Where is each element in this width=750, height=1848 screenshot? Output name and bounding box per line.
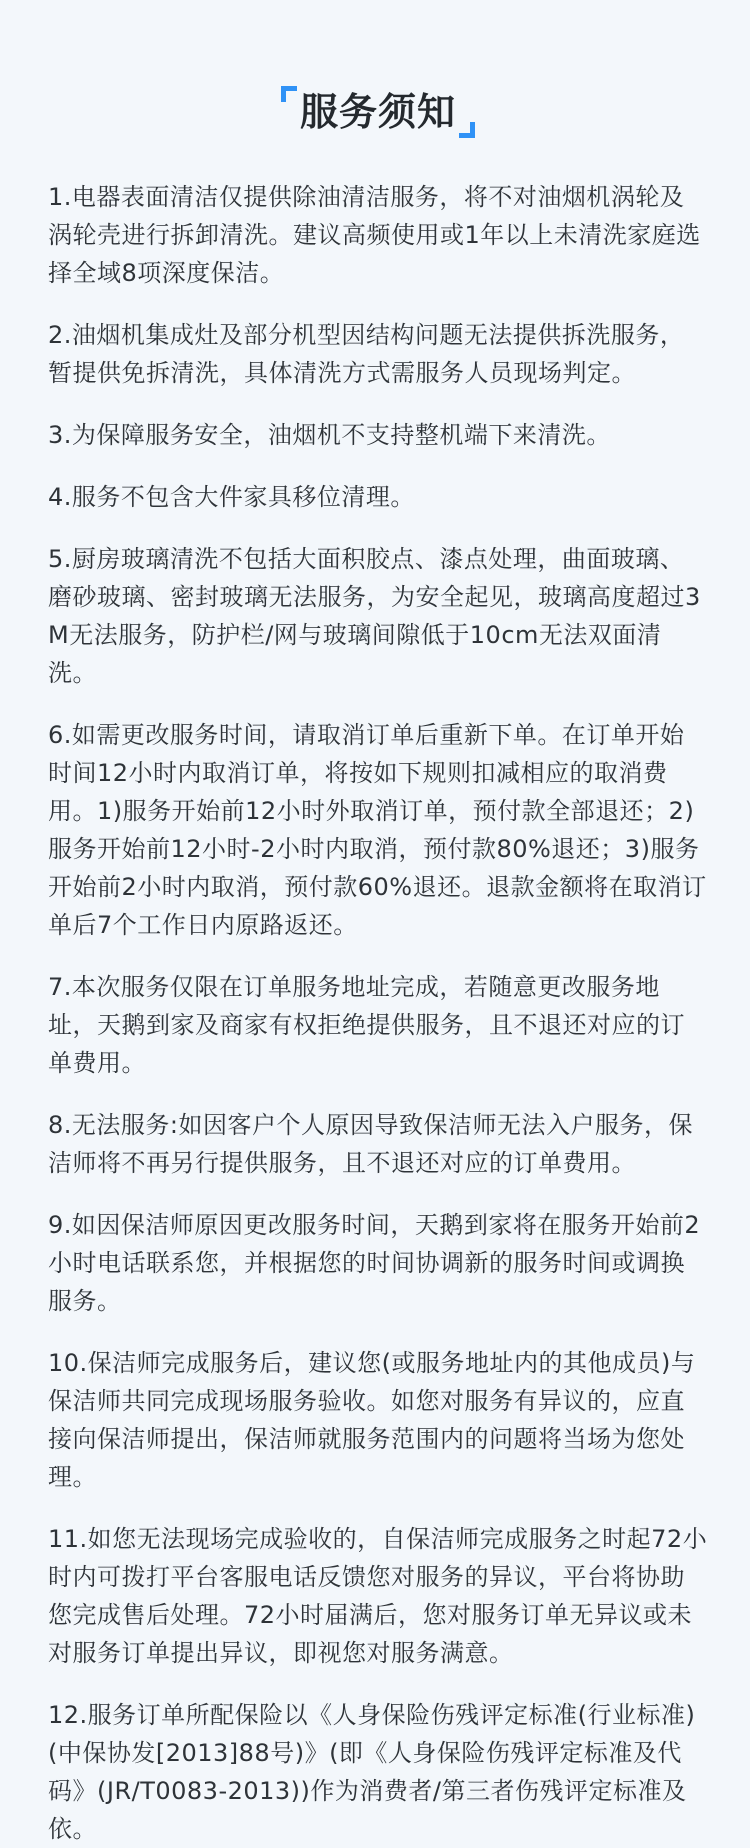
page-title: 服务须知	[299, 90, 456, 134]
notice-item-12: 12.服务订单所配保险以《人身保险伤残评定标准(行业标准)(中保协发[2013]88号)》(即《人身保险伤残评定标准及代码》(JR/T0083-2013))作为消费者/第三者伤残评定标准及依。	[48, 1701, 696, 1843]
title-bracket-right-icon	[459, 122, 475, 138]
notice-item-3: 3.为保障服务安全，油烟机不支持整机端下来清洗。	[48, 421, 611, 449]
notice-item-11: 11.如您无法现场完成验收的，自保洁师完成服务之时起72小时内可拨打平台客服电话反馈您对服务的异议，平台将协助您完成售后处理。72小时届满后，您对服务订单无异议或未对服务订单提出异议，即视您对服务满意。	[48, 1525, 708, 1667]
notice-item-8: 8.无法服务:如因客户个人原因导致保洁师无法入户服务，保洁师将不再另行提供服务，且不退还对应的订单费用。	[48, 1111, 693, 1177]
title-block	[273, 78, 483, 148]
title-bracket-left-icon	[281, 86, 297, 102]
notice-list	[48, 178, 708, 1848]
notice-item-4: 4.服务不包含大件家具移位清理。	[48, 483, 415, 511]
notice-item-10: 10.保洁师完成服务后，建议您(或服务地址内的其他成员)与保洁师共同完成现场服务验收。如您对服务有异议的，应直接向保洁师提出，保洁师就服务范围内的问题将当场为您处理。	[48, 1349, 696, 1491]
notice-item-9: 9.如因保洁师原因更改服务时间，天鹅到家将在服务开始前2小时电话联系您，并根据您的时间协调新的服务时间或调换服务。	[48, 1211, 701, 1315]
notice-item-7: 7.本次服务仅限在订单服务地址完成，若随意更改服务地址，天鹅到家及商家有权拒绝提供服务，且不退还对应的订单费用。	[48, 973, 685, 1077]
notice-item-6: 6.如需更改服务时间，请取消订单后重新下单。在订单开始时间12小时内取消订单，将按如下规则扣减相应的取消费用。1)服务开始前12小时外取消订单，预付款全部退还；2)服务开始前12小时-2小时内取消，预付款80%退还；3)服务开始前2小时内取消，预付款60%退还。退款金额将在取消订单后7个工作日内原路返还。	[48, 721, 707, 939]
notice-item-1: 1.电器表面清洁仅提供除油清洁服务，将不对油烟机涡轮及涡轮壳进行拆卸清洗。建议高频使用或1年以上未清洗家庭选择全域8项深度保洁。	[48, 183, 701, 287]
service-notice-page	[0, 78, 750, 1843]
notice-item-2: 2.油烟机集成灶及部分机型因结构问题无法提供拆洗服务，暂提供免拆清洗，具体清洗方式需服务人员现场判定。	[48, 321, 685, 387]
notice-item-5: 5.厨房玻璃清洗不包括大面积胶点、漆点处理，曲面玻璃、磨砂玻璃、密封玻璃无法服务，为安全起见，玻璃高度超过3M无法服务，防护栏/网与玻璃间隙低于10cm无法双面清洗。	[48, 545, 701, 687]
